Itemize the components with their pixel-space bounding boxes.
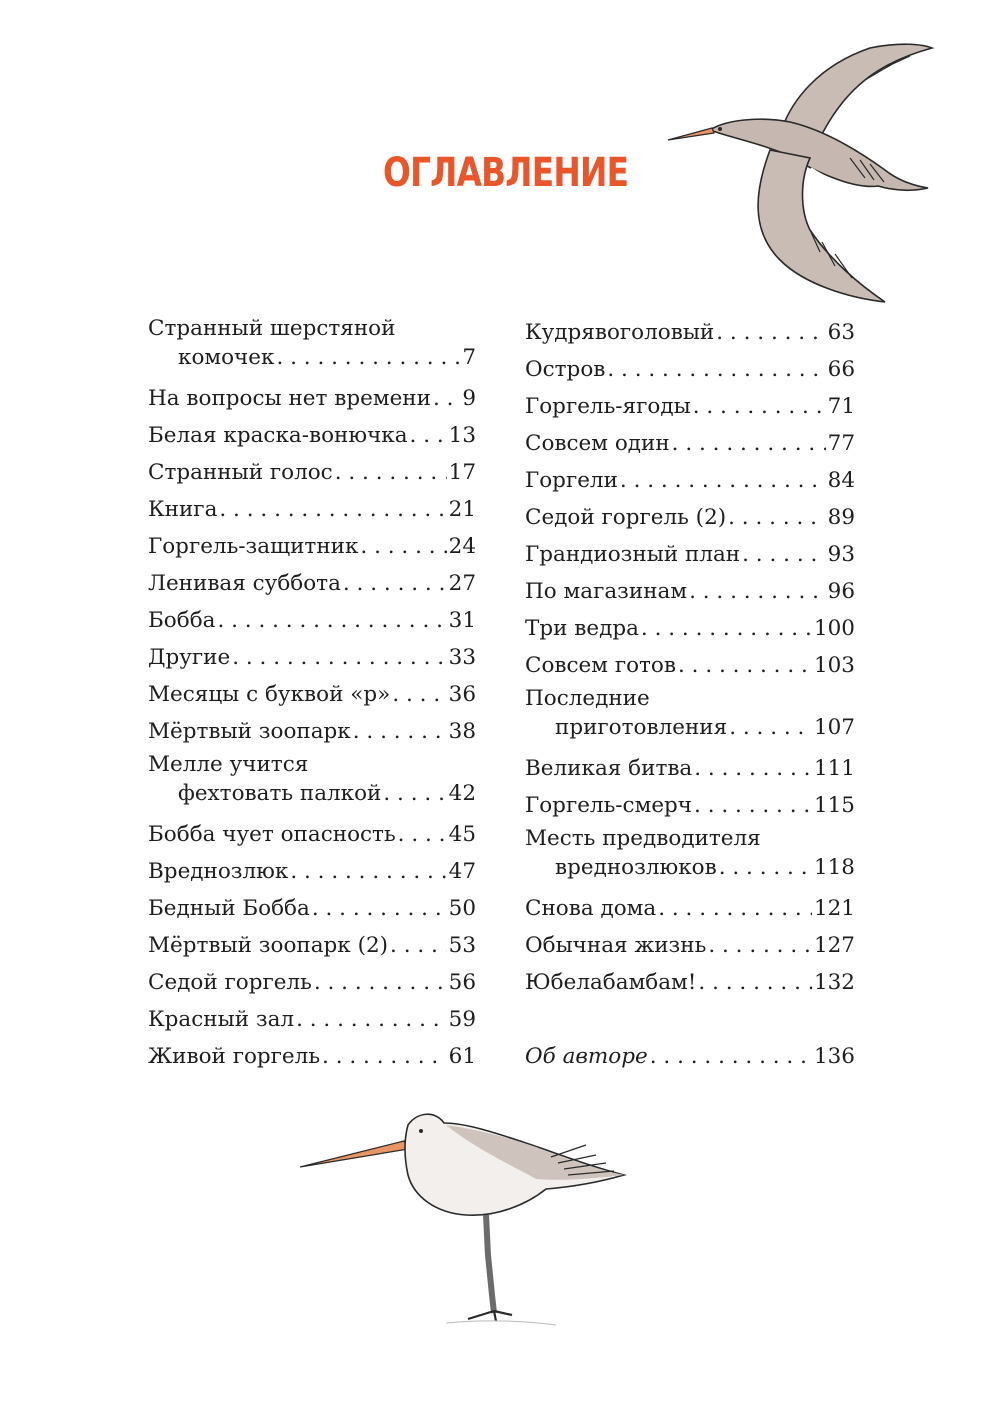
toc-page-number: 45 xyxy=(448,822,476,847)
toc-entry[interactable] xyxy=(148,964,476,1001)
toc-leader-dots xyxy=(694,787,812,824)
toc-leader-dots xyxy=(658,890,812,927)
toc-leader-dots xyxy=(729,713,812,742)
toc-page-number: 115 xyxy=(813,793,855,818)
toc-page-number: 27 xyxy=(448,571,476,596)
toc-page-number: 53 xyxy=(448,933,476,958)
toc-leader-dots xyxy=(410,417,447,454)
toc-leader-dots xyxy=(716,314,825,351)
toc-right-column xyxy=(525,314,855,1075)
toc-entry[interactable] xyxy=(525,610,855,647)
toc-leader-dots xyxy=(314,964,447,1001)
toc-page-number: 36 xyxy=(448,682,476,707)
toc-entry[interactable] xyxy=(525,927,855,964)
toc-entry-title: комочек xyxy=(178,345,275,370)
toc-entry[interactable] xyxy=(148,454,476,491)
toc-entry-title: Месяцы с буквой «р» xyxy=(148,682,391,707)
toc-entry[interactable] xyxy=(148,491,476,528)
toc-entry-line2 xyxy=(525,713,855,742)
toc-page-number: 9 xyxy=(462,386,476,411)
toc-entry-title: Горгели xyxy=(525,468,618,493)
toc-leader-dots xyxy=(607,351,825,388)
toc-entry[interactable] xyxy=(525,314,855,351)
toc-entry[interactable] xyxy=(148,314,476,380)
toc-page-number: 77 xyxy=(827,431,855,456)
toc-leader-dots xyxy=(383,779,446,808)
toc-entry[interactable] xyxy=(148,1038,476,1075)
toc-entry-line2 xyxy=(148,779,476,808)
toc-leader-dots xyxy=(390,927,447,964)
toc-leader-dots xyxy=(698,964,812,1001)
toc-entry-title: Горгель-смерч xyxy=(525,793,693,818)
toc-page-number: 24 xyxy=(448,534,476,559)
toc-entry[interactable] xyxy=(525,964,855,1001)
toc-page-number: 118 xyxy=(813,855,855,880)
toc-entry[interactable] xyxy=(148,602,476,639)
toc-entry[interactable] xyxy=(148,639,476,676)
toc-page-number: 66 xyxy=(827,357,855,382)
toc-page-number: 121 xyxy=(813,896,855,921)
toc-page-number: 47 xyxy=(448,859,476,884)
toc-entry[interactable] xyxy=(525,499,855,536)
flying-bird-illustration xyxy=(660,40,940,310)
toc-entry-title: фехтовать палкой xyxy=(178,781,382,806)
toc-entry[interactable] xyxy=(148,676,476,713)
toc-entry-title: Седой горгель (2) xyxy=(525,505,727,530)
toc-entry-title-line1: Последние xyxy=(525,686,650,711)
toc-entry-title: Снова дома xyxy=(525,896,657,921)
toc-leader-dots xyxy=(296,1001,447,1038)
toc-entry[interactable] xyxy=(148,417,476,454)
toc-page-number: 33 xyxy=(448,645,476,670)
toc-entry-title: Бедный Бобба xyxy=(148,896,310,921)
toc-leader-dots xyxy=(232,639,446,676)
toc-entry-title: Вреднозлюк xyxy=(148,859,289,884)
toc-page-number: 56 xyxy=(448,970,476,995)
toc-leader-dots xyxy=(343,565,447,602)
toc-entry[interactable] xyxy=(148,750,476,816)
toc-entry-title-line1: Мелле учится xyxy=(148,752,309,777)
toc-entry[interactable] xyxy=(525,536,855,573)
toc-page-number: 61 xyxy=(448,1044,476,1069)
toc-leader-dots xyxy=(672,425,826,462)
toc-leader-dots xyxy=(650,1038,812,1075)
toc-page-number: 63 xyxy=(827,320,855,345)
toc-entry[interactable] xyxy=(525,890,855,927)
toc-entry[interactable] xyxy=(148,1001,476,1038)
standing-bird-illustration xyxy=(296,1105,636,1330)
toc-page-number: 7 xyxy=(462,345,476,370)
toc-entry-title: вреднозлюков xyxy=(555,855,717,880)
toc-entry-title: Совсем готов xyxy=(525,653,676,678)
toc-leader-dots xyxy=(742,536,826,573)
toc-page-number: 127 xyxy=(813,933,855,958)
toc-entry[interactable] xyxy=(525,462,855,499)
toc-page-number: 103 xyxy=(813,653,855,678)
toc-entry[interactable] xyxy=(148,816,476,853)
toc-leader-dots xyxy=(728,499,826,536)
toc-left-column xyxy=(148,314,476,1075)
toc-entry-title: Странный голос xyxy=(148,460,333,485)
toc-page-number: 84 xyxy=(827,468,855,493)
toc-entry-title: Остров xyxy=(525,357,606,382)
toc-entry[interactable] xyxy=(525,684,855,750)
toc-entry-title: На вопросы нет времени xyxy=(148,386,431,411)
toc-entry[interactable] xyxy=(148,853,476,890)
toc-page-number: 136 xyxy=(813,1044,855,1069)
toc-entry[interactable] xyxy=(148,927,476,964)
toc-entry[interactable] xyxy=(148,890,476,927)
toc-entry-title: Другие xyxy=(148,645,231,670)
toc-entry-title: Красный зал xyxy=(148,1007,295,1032)
toc-entry-title: Мёртвый зоопарк (2) xyxy=(148,933,389,958)
toc-entry-title: Великая битва xyxy=(525,756,693,781)
toc-page-number: 42 xyxy=(448,781,476,806)
toc-page-number: 17 xyxy=(448,460,476,485)
toc-entry-title: приготовления xyxy=(555,715,728,740)
toc-entry[interactable] xyxy=(525,351,855,388)
toc-leader-dots xyxy=(678,647,812,684)
toc-entry-title: По магазинам xyxy=(525,579,688,604)
toc-entry[interactable] xyxy=(525,1038,855,1075)
toc-entry-title-line1: Странный шерстяной xyxy=(148,316,396,341)
toc-page-number: 31 xyxy=(448,608,476,633)
toc-entry[interactable] xyxy=(148,528,476,565)
toc-leader-dots xyxy=(693,388,826,425)
toc-entry[interactable] xyxy=(525,824,855,890)
toc-leader-dots xyxy=(335,454,447,491)
toc-entry[interactable] xyxy=(148,380,476,417)
toc-entry-line2 xyxy=(525,853,855,882)
toc-leader-dots xyxy=(392,676,446,713)
toc-entry[interactable] xyxy=(525,787,855,824)
toc-page-number: 111 xyxy=(813,756,855,781)
toc-leader-dots xyxy=(217,602,446,639)
toc-entry-line2 xyxy=(148,343,476,372)
toc-leader-dots xyxy=(322,1038,447,1075)
toc-page-number: 59 xyxy=(448,1007,476,1032)
toc-entry[interactable] xyxy=(525,388,855,425)
toc-entry[interactable] xyxy=(525,647,855,684)
toc-leader-dots xyxy=(312,890,447,927)
toc-entry-title: Бобба xyxy=(148,608,216,633)
toc-leader-dots xyxy=(708,927,812,964)
toc-entry-title: Белая краска-вонючка xyxy=(148,423,408,448)
toc-page-number: 93 xyxy=(827,542,855,567)
toc-leader-dots xyxy=(398,816,447,853)
toc-leader-dots xyxy=(433,380,460,417)
toc-leader-dots xyxy=(360,528,446,565)
toc-leader-dots xyxy=(219,491,446,528)
toc-entry-title: Три ведра xyxy=(525,616,639,641)
toc-page-number: 50 xyxy=(448,896,476,921)
toc-leader-dots xyxy=(353,713,447,750)
toc-entry[interactable] xyxy=(525,425,855,462)
toc-entry-title: Обычная жизнь xyxy=(525,933,707,958)
toc-entry-title: Об авторе xyxy=(525,1044,648,1069)
toc-entry[interactable] xyxy=(525,750,855,787)
toc-entry-title-line1: Месть предводителя xyxy=(525,826,761,851)
toc-entry-title: Горгель-ягоды xyxy=(525,394,691,419)
toc-entry[interactable] xyxy=(148,713,476,750)
toc-leader-dots xyxy=(290,853,446,890)
toc-entry-title: Грандиозный план xyxy=(525,542,741,567)
toc-leader-dots xyxy=(276,343,460,372)
toc-entry[interactable] xyxy=(148,565,476,602)
toc-page-number: 107 xyxy=(813,715,855,740)
toc-leader-dots xyxy=(689,573,826,610)
toc-page-number: 100 xyxy=(813,616,855,641)
toc-entry-title: Горгель-защитник xyxy=(148,534,359,559)
toc-leader-dots xyxy=(694,750,812,787)
page-title: ОГЛАВЛЕНИЕ xyxy=(383,150,629,196)
toc-entry[interactable] xyxy=(525,573,855,610)
toc-page-number: 71 xyxy=(827,394,855,419)
toc-entry-title: Юбелабамбам! xyxy=(525,970,697,995)
toc-page-number: 96 xyxy=(827,579,855,604)
toc-page-number: 38 xyxy=(448,719,476,744)
toc-entry-title: Мёртвый зоопарк xyxy=(148,719,351,744)
toc-entry-title: Ленивая суббота xyxy=(148,571,341,596)
toc-entry-title: Кудрявоголовый xyxy=(525,320,715,345)
toc-entry-title: Живой горгель xyxy=(148,1044,321,1069)
toc-entry-title: Книга xyxy=(148,497,218,522)
toc-page-number: 13 xyxy=(448,423,476,448)
toc-page-number: 89 xyxy=(827,505,855,530)
toc-leader-dots xyxy=(719,853,812,882)
toc-leader-dots xyxy=(641,610,812,647)
toc-entry-title: Седой горгель xyxy=(148,970,312,995)
toc-page-number: 132 xyxy=(813,970,855,995)
toc-entry-title: Бобба чует опасность xyxy=(148,822,396,847)
toc-page-number: 21 xyxy=(448,497,476,522)
toc-entry-title: Совсем один xyxy=(525,431,670,456)
toc-leader-dots xyxy=(620,462,826,499)
